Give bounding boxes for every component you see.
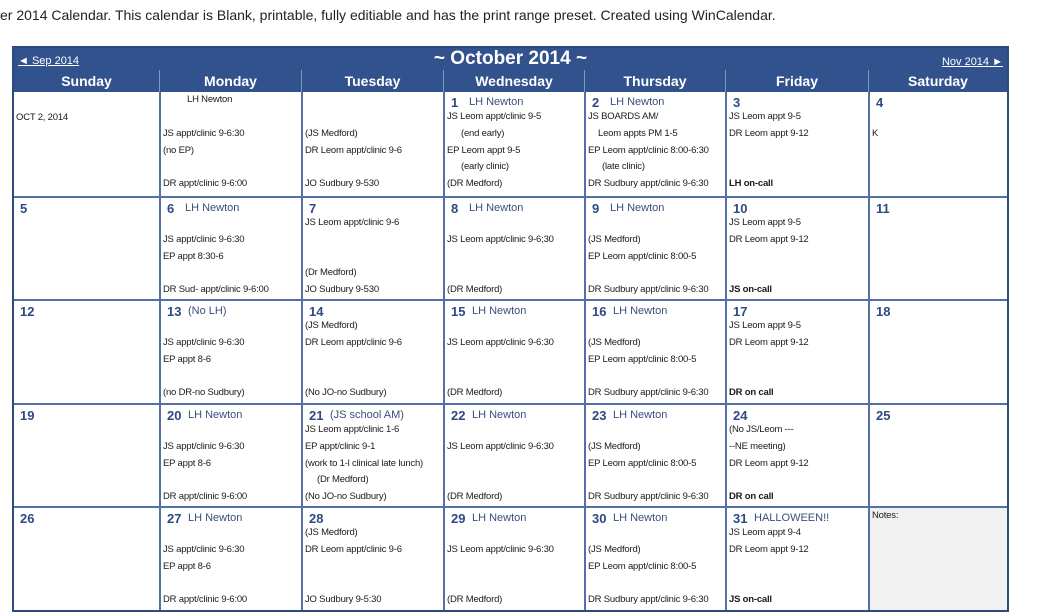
appointment-line: JS Leom appt 9-5	[729, 111, 801, 122]
appointment-line: (No JS/Leom ---	[729, 424, 794, 435]
day-cell[interactable]	[14, 92, 159, 196]
appointment-line: (DR Medford)	[447, 491, 503, 502]
day-heading-note: (No LH)	[188, 305, 227, 317]
appointment-line: (JS Medford)	[305, 527, 358, 538]
day-heading-note: LH Newton	[469, 96, 524, 108]
day-heading-note: HALLOWEEN!!	[754, 512, 830, 524]
calendar	[12, 46, 1009, 612]
appointment-line: EP appt 8-6	[163, 458, 211, 469]
day-cell[interactable]	[301, 506, 443, 610]
appointment-line: JS appt/clinic 9-6:30	[163, 234, 245, 245]
weekday-saturday: Saturday	[868, 70, 1007, 92]
next-month-link[interactable]: Nov 2014 ►	[941, 56, 1003, 68]
day-cell[interactable]	[725, 196, 868, 299]
appointment-line: JS Leom appt/clinic 9-5	[447, 111, 542, 122]
previous-month-link[interactable]: ◄ Sep 2014	[18, 55, 80, 67]
appointment-line: DR Leom appt 9-12	[729, 128, 809, 139]
appointment-line: JS Leom appt/clinic 1-6	[305, 424, 400, 435]
appointment-line: EP Leom appt/clinic 8:00-5	[588, 458, 697, 469]
day-number: 27	[167, 511, 182, 526]
day-number: 6	[167, 201, 175, 216]
page-caption: er 2014 Calendar. This calendar is Blank, printable, fully editiable and has the print range preset. Created using WinCalendar.	[0, 7, 776, 23]
appointment-line: JS Leom appt/clinic 9-6;30	[447, 234, 554, 245]
weekday-monday: Monday	[159, 70, 301, 92]
day-cell[interactable]	[725, 299, 868, 403]
appointment-line: (JS Medford)	[588, 441, 641, 452]
day-number: 17	[733, 304, 748, 319]
appointment-line: DR appt/clinic 9-6:00	[163, 491, 247, 502]
day-number: 25	[876, 408, 891, 423]
day-cell[interactable]	[14, 403, 159, 506]
appointment-line: DR Leom appt 9-12	[729, 458, 809, 469]
day-cell[interactable]	[301, 403, 443, 506]
appointment-line: JS appt/clinic 9-6:30	[163, 337, 245, 348]
appointment-line: DR Leom appt 9-12	[729, 337, 809, 348]
appointment-line: JO Sudbury 9-530	[305, 178, 379, 189]
appointment-line: JS Leom appt/clinic 9-6:30	[447, 441, 554, 452]
day-heading-note: (JS school AM)	[330, 409, 404, 421]
appointment-line: DR Sud- appt/clinic 9-6:00	[163, 284, 269, 295]
day-cell[interactable]	[868, 196, 1007, 299]
day-number: 18	[876, 304, 891, 319]
day-number: 28	[309, 511, 324, 526]
appointment-line: JS on-call	[729, 284, 772, 295]
appointment-line: JS Leom appt/clinic 9-6	[305, 217, 400, 228]
day-number: 21	[309, 408, 324, 423]
appointment-line: DR Sudbury appt/clinic 9-6:30	[588, 491, 709, 502]
day-number: 9	[592, 201, 600, 216]
appointment-line: EP Leom appt/clinic 8:00-5	[588, 251, 697, 262]
day-heading-note: LH Newton	[469, 202, 524, 214]
appointment-line: LH on-call	[729, 178, 773, 189]
weekday-wednesday: Wednesday	[443, 70, 584, 92]
weekday-tuesday: Tuesday	[301, 70, 443, 92]
day-cell[interactable]	[159, 196, 301, 299]
appointment-line: JS Leom appt/clinic 9-6:30	[447, 544, 554, 555]
appointment-line: OCT 2, 2014	[16, 112, 69, 123]
day-cell[interactable]	[725, 92, 868, 196]
day-heading-note: LH Newton	[472, 305, 527, 317]
day-number: 24	[733, 408, 748, 423]
day-cell[interactable]	[868, 299, 1007, 403]
day-number: 31	[733, 511, 748, 526]
day-number: 30	[592, 511, 607, 526]
day-heading-note: LH Newton	[188, 512, 243, 524]
appointment-line: LH Newton	[187, 94, 233, 105]
appointment-line: JS Leom appt 9-4	[729, 527, 801, 538]
calendar-grid	[14, 92, 1007, 610]
day-cell[interactable]	[584, 92, 725, 196]
calendar-header	[14, 48, 1007, 70]
day-cell[interactable]	[868, 403, 1007, 506]
appointment-line: DR appt/clinic 9-6:00	[163, 594, 247, 605]
appointment-line: (end early)	[461, 128, 505, 139]
appointment-line: JO Sudbury 9-530	[305, 284, 379, 295]
day-cell[interactable]	[584, 403, 725, 506]
appointment-line: (JS Medford)	[305, 320, 358, 331]
appointment-line: DR Leom appt/clinic 9-6	[305, 544, 402, 555]
day-cell[interactable]	[725, 403, 868, 506]
appointment-line: DR on call	[729, 491, 774, 502]
weekday-thursday: Thursday	[584, 70, 725, 92]
weekday-header-row	[14, 70, 1007, 92]
day-heading-note: LH Newton	[185, 202, 240, 214]
appointment-line: JS BOARDS AM/	[588, 111, 659, 122]
day-number: 16	[592, 304, 607, 319]
appointment-line: (No JO-no Sudbury)	[305, 491, 387, 502]
appointment-line: DR Sudbury appt/clinic 9-6:30	[588, 284, 709, 295]
appointment-line: EP Leom appt/clinic 8:00-5	[588, 354, 697, 365]
day-cell[interactable]	[443, 299, 584, 403]
appointment-line: DR Leom appt 9-12	[729, 234, 809, 245]
day-cell[interactable]	[443, 196, 584, 299]
day-heading-note: LH Newton	[472, 512, 527, 524]
day-cell[interactable]	[301, 92, 443, 196]
day-cell[interactable]	[159, 506, 301, 610]
appointment-line: (JS Medford)	[588, 544, 641, 555]
appointment-line: (Dr Medford)	[305, 267, 357, 278]
day-cell[interactable]	[159, 299, 301, 403]
appointment-line: JS Leom appt 9-5	[729, 217, 801, 228]
appointment-line: (No JO-no Sudbury)	[305, 387, 387, 398]
appointment-line: JS appt/clinic 9-6:30	[163, 441, 245, 452]
appointment-line: (late clinic)	[602, 161, 645, 172]
appointment-line: (JS Medford)	[588, 234, 641, 245]
day-heading-note: LH Newton	[613, 305, 668, 317]
appointment-line: (DR Medford)	[447, 178, 503, 189]
appointment-line: JS appt/clinic 9-6:30	[163, 544, 245, 555]
day-number: 7	[309, 201, 317, 216]
appointment-line: EP Leom appt/clinic 8:00-6:30	[588, 145, 709, 156]
appointment-line: K	[872, 128, 879, 139]
day-number: 8	[451, 201, 459, 216]
appointment-line: (Dr Medford)	[317, 474, 369, 485]
day-cell[interactable]	[443, 92, 584, 196]
appointment-line: (DR Medford)	[447, 594, 503, 605]
day-number: 14	[309, 304, 324, 319]
day-number: 10	[733, 201, 748, 216]
appointment-line: EP Leom appt/clinic 8:00-5	[588, 561, 697, 572]
day-number: 2	[592, 95, 600, 110]
appointment-line: EP Leom appt 9-5	[447, 145, 521, 156]
day-cell[interactable]	[868, 92, 1007, 196]
day-number: 26	[20, 511, 35, 526]
appointment-line: DR Sudbury appt/clinic 9-6:30	[588, 178, 709, 189]
appointment-line: --NE meeting)	[729, 441, 786, 452]
day-cell[interactable]	[301, 196, 443, 299]
appointment-line: EP appt 8-6	[163, 561, 211, 572]
appointment-line: JS Leom appt 9-5	[729, 320, 801, 331]
day-number: 4	[876, 95, 884, 110]
weekday-sunday: Sunday	[61, 73, 112, 89]
appointment-line: DR appt/clinic 9-6:00	[163, 178, 247, 189]
appointment-line: EP appt/clinic 9-1	[305, 441, 376, 452]
day-cell[interactable]	[584, 196, 725, 299]
appointment-line: EP appt 8:30-6	[163, 251, 224, 262]
day-number: 12	[20, 304, 35, 319]
appointment-line: (no EP)	[163, 145, 194, 156]
appointment-line: (work to 1-l clinical late lunch)	[305, 458, 423, 469]
month-title: ~ October 2014 ~	[433, 48, 588, 69]
appointment-line: (DR Medford)	[447, 387, 503, 398]
appointment-line: JS appt/clinic 9-6:30	[163, 128, 245, 139]
appointment-line: DR Sudbury appt/clinic 9-6:30	[588, 387, 709, 398]
notes-label: Notes:	[872, 510, 899, 521]
appointment-line: JS Leom appt/clinic 9-6:30	[447, 337, 554, 348]
day-number: 5	[20, 201, 28, 216]
day-cell[interactable]	[584, 506, 725, 610]
weekday-friday: Friday	[725, 70, 868, 92]
day-heading-note: LH Newton	[472, 409, 527, 421]
day-heading-note: LH Newton	[188, 409, 243, 421]
day-number: 23	[592, 408, 607, 423]
day-number: 11	[876, 201, 890, 216]
appointment-line: DR Leom appt/clinic 9-6	[305, 145, 402, 156]
day-number: 13	[167, 304, 182, 319]
appointment-line: DR Leom appt 9-12	[729, 544, 809, 555]
appointment-line: Leom appts PM 1-5	[598, 128, 678, 139]
appointment-line: EP appt 8-6	[163, 354, 211, 365]
day-cell[interactable]	[725, 506, 868, 610]
day-cell[interactable]	[584, 299, 725, 403]
appointment-line: DR Sudbury appt/clinic 9-6:30	[588, 594, 709, 605]
day-cell[interactable]	[301, 299, 443, 403]
day-number: 15	[451, 304, 466, 319]
day-cell[interactable]	[14, 196, 159, 299]
day-heading-note: LH Newton	[613, 512, 668, 524]
day-cell[interactable]	[14, 299, 159, 403]
day-cell[interactable]	[443, 506, 584, 610]
day-heading-note: LH Newton	[610, 202, 665, 214]
day-heading-note: LH Newton	[613, 409, 668, 421]
day-cell[interactable]	[159, 403, 301, 506]
appointment-line: (early clinic)	[461, 161, 509, 172]
appointment-line: DR on call	[729, 387, 774, 398]
appointment-line: (no DR-no Sudbury)	[163, 387, 245, 398]
day-number: 19	[20, 408, 35, 423]
notes-cell[interactable]	[868, 506, 1007, 610]
day-number: 3	[733, 95, 741, 110]
day-number: 1	[451, 95, 459, 110]
appointment-line: JO Sudbury 9-5:30	[305, 594, 382, 605]
appointment-line: (JS Medford)	[305, 128, 358, 139]
day-cell[interactable]	[443, 403, 584, 506]
appointment-line: (DR Medford)	[447, 284, 503, 295]
appointment-line: DR Leom appt/clinic 9-6	[305, 337, 402, 348]
day-number: 22	[451, 408, 466, 423]
day-heading-note: LH Newton	[610, 96, 665, 108]
day-cell[interactable]	[14, 506, 159, 610]
day-cell[interactable]	[159, 92, 301, 196]
day-number: 20	[167, 408, 182, 423]
day-number: 29	[451, 511, 466, 526]
appointment-line: (JS Medford)	[588, 337, 641, 348]
appointment-line: JS on-call	[729, 594, 772, 605]
